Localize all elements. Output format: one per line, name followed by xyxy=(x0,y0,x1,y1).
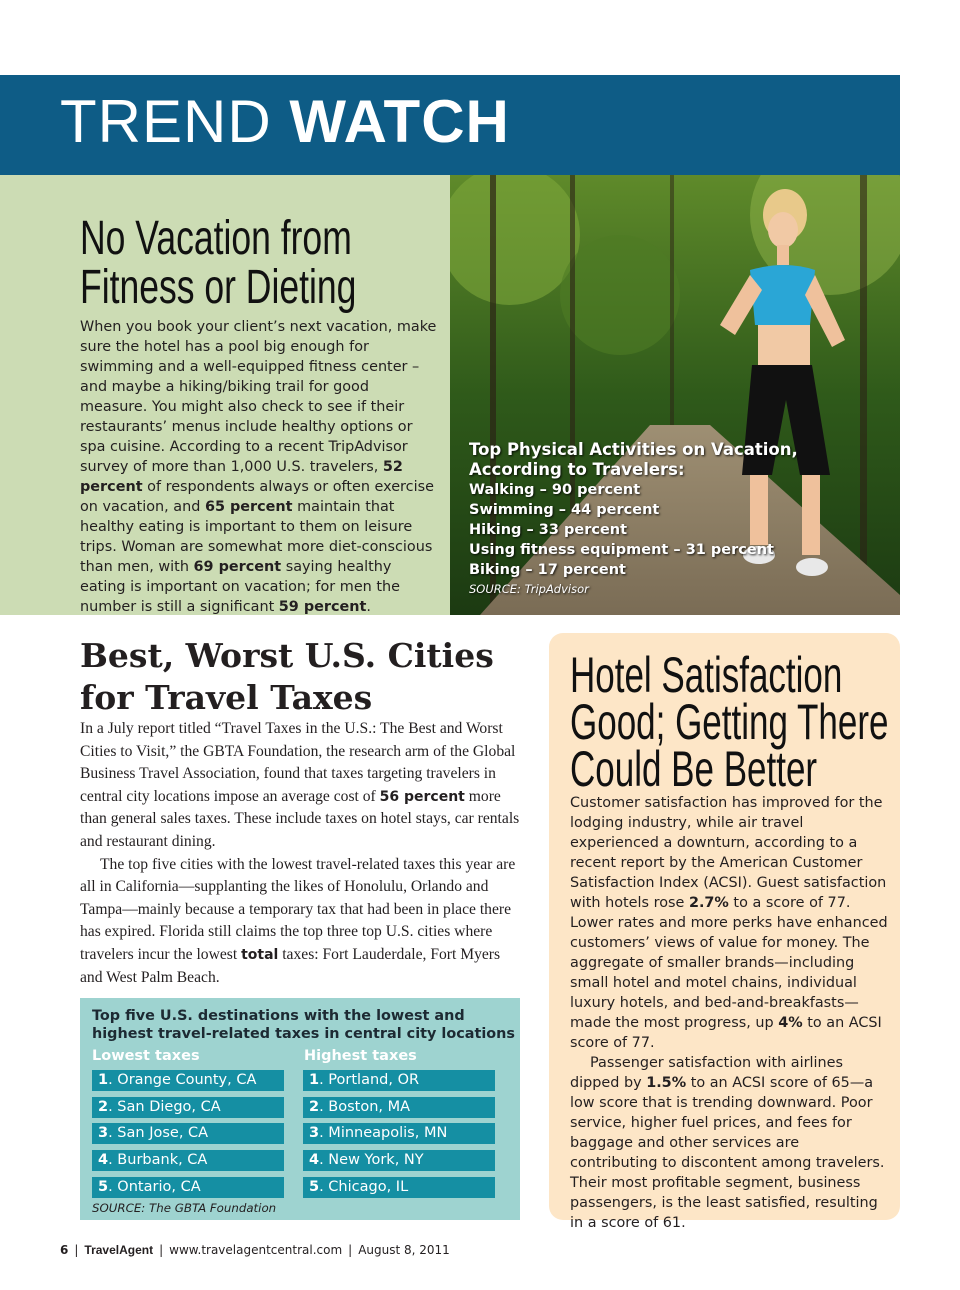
fitness-headline xyxy=(80,212,357,314)
activity-item: Hiking – 33 percent xyxy=(469,522,628,538)
emphasis-figure: total xyxy=(241,946,279,963)
taxes-paragraph-2: The top five cities with the lowest travel-related taxes this year are all in California—supplanting the likes of Honolulu, Orlando and Tampa—mainly because a temporary tax that had been in place there has expired. Florida still claims the top three top U.S. cities where travelers incur the lowest total taxes: Fort Lauderdale, Fort Myers and West Palm Beach. xyxy=(80,855,516,986)
rank-number: 3 xyxy=(309,1125,320,1141)
rank-number: 2 xyxy=(309,1099,320,1115)
taxes-body xyxy=(80,718,520,989)
footer-date: August 8, 2011 xyxy=(358,1243,450,1257)
rank-number: 5 xyxy=(98,1179,109,1195)
city-name: . Chicago, IL xyxy=(319,1179,409,1195)
city-name: . New York, NY xyxy=(319,1152,424,1168)
emphasis-figure: 2.7% xyxy=(688,895,729,911)
activity-item: Walking – 90 percent xyxy=(469,482,641,498)
city-name: . Minneapolis, MN xyxy=(319,1125,448,1141)
highest-tax-row xyxy=(303,1150,495,1171)
activity-item: Biking – 17 percent xyxy=(469,562,626,578)
activities-source: SOURCE: TripAdvisor xyxy=(469,582,589,596)
page-footer xyxy=(60,1243,450,1257)
highest-tax-row xyxy=(303,1070,495,1091)
fitness-headline-line-1: No Vacation from xyxy=(80,212,352,265)
rank-number: 1 xyxy=(98,1072,109,1088)
hotel-headline-line: Hotel Satisfaction xyxy=(570,647,843,703)
hotel-headline-line: Could Be Better xyxy=(570,741,818,797)
lowest-tax-row xyxy=(92,1177,284,1198)
lowest-tax-row xyxy=(92,1097,284,1118)
rank-number: 3 xyxy=(98,1125,109,1141)
footer-divider: | xyxy=(348,1243,353,1257)
emphasis-figure: 65 percent xyxy=(204,499,293,515)
hotel-headline xyxy=(570,647,889,797)
footer-url[interactable]: www.travelagentcentral.com xyxy=(169,1243,343,1257)
highest-taxes-heading: Highest taxes xyxy=(304,1048,417,1064)
highest-tax-row xyxy=(303,1123,495,1144)
rank-number: 4 xyxy=(309,1152,320,1168)
rank-number: 1 xyxy=(309,1072,320,1088)
emphasis-figure: 59 percent xyxy=(278,599,367,615)
city-name: . Boston, MA xyxy=(319,1099,411,1115)
fitness-headline-line-2: Fitness or Dieting xyxy=(80,261,357,314)
emphasis-figure: 4% xyxy=(778,1015,803,1031)
emphasis-figure: 69 percent xyxy=(193,559,282,575)
city-name: . Orange County, CA xyxy=(108,1072,257,1088)
hotel-paragraph-2: Passenger satisfaction with airlines dipped by 1.5% to an ACSI score of 65—a low score that is trending downward. Poor service, higher fuel prices, and fees for baggage and other services are contributing to discontent among travelers. Their most profitable segment, business passengers, is the least satisfied, resulting in a score of 61. xyxy=(570,1055,885,1231)
city-name: . San Jose, CA xyxy=(108,1125,209,1141)
rank-number: 4 xyxy=(98,1152,109,1168)
footer-brand: TravelAgent xyxy=(84,1243,154,1257)
activities-overlay xyxy=(469,440,889,598)
city-name: . Burbank, CA xyxy=(108,1152,208,1168)
rank-number: 5 xyxy=(309,1179,320,1195)
activity-item: Using fitness equipment – 31 percent xyxy=(469,542,774,558)
section-title xyxy=(60,88,510,155)
rank-number: 2 xyxy=(98,1099,109,1115)
lowest-tax-row xyxy=(92,1123,284,1144)
taxes-box-source: SOURCE: The GBTA Foundation xyxy=(92,1201,277,1215)
taxes-headline: Best, Worst U.S. Cities for Travel Taxes xyxy=(80,636,494,717)
fitness-body: When you book your client’s next vacation, make sure the hotel has a pool big enough for swimming and a well-equipped fitness center – and maybe a hiking/biking trail for good measure. You might also check to see if their restaurants’ menus include healthy options or spa cuisine. According to a recent TripAdvisor survey of more than 1,000 U.S. travelers, 52 percent of respondents always or often exercise on vacation, and 65 percent maintain that healthy eating is important to them on leisure trips. Woman are somewhat more diet-conscious than men, with 69 percent saying healthy eating is important on vacation; for men the number is still a significant 59 percent. xyxy=(80,319,437,615)
lowest-tax-row xyxy=(92,1070,284,1091)
taxes-paragraph-1: In a July report titled “Travel Taxes in the U.S.: The Best and Worst Cities to Visit,” the GBTA Foundation, the research arm of the Global Business Travel Association, found that taxes targeting travelers in central city locations impose an average cost of 56 percent more than general sales taxes. These include taxes on hotel stays, car rentals and restaurant dining. xyxy=(80,720,520,850)
emphasis-figure: 52 percent xyxy=(80,459,403,495)
lowest-tax-row xyxy=(92,1150,284,1171)
city-name: . San Diego, CA xyxy=(108,1099,221,1115)
footer-divider: | xyxy=(74,1243,79,1257)
taxes-box-title: Top five U.S. destinations with the lowest and highest travel-related taxes in central city locations xyxy=(92,1008,515,1042)
highest-tax-row xyxy=(303,1097,495,1118)
activity-item: Swimming – 44 percent xyxy=(469,502,660,518)
section-title-bold: WATCH xyxy=(289,88,510,155)
hotel-headline-line: Good; Getting There xyxy=(570,694,889,750)
lowest-taxes-heading: Lowest taxes xyxy=(92,1048,200,1064)
city-name: . Ontario, CA xyxy=(108,1179,201,1195)
activities-title: Top Physical Activities on Vacation, According to Travelers: xyxy=(469,440,798,479)
highest-tax-row xyxy=(303,1177,495,1198)
section-title-light: TREND xyxy=(60,88,272,155)
hotel-body xyxy=(570,793,888,1233)
footer-divider: | xyxy=(159,1243,164,1257)
emphasis-figure: 56 percent xyxy=(379,788,465,805)
hotel-paragraph-1: Customer satisfaction has improved for the lodging industry, while air travel experienced a downturn, according to a recent report by the American Customer Satisfaction Index (ACSI). Guest satisfaction with hotels rose 2.7% to a score of 77. Lower rates and more perks have enhanced customers’ views of value for money. The aggregate of smaller brands—including small hotel and motel chains, individual luxury hotels, and bed-and-breakfasts—made the most progress, up 4% to an ACSI score of 77. xyxy=(570,795,888,1051)
city-name: . Portland, OR xyxy=(319,1072,420,1088)
emphasis-figure: 1.5% xyxy=(646,1075,687,1091)
page-number: 6 xyxy=(60,1243,69,1257)
